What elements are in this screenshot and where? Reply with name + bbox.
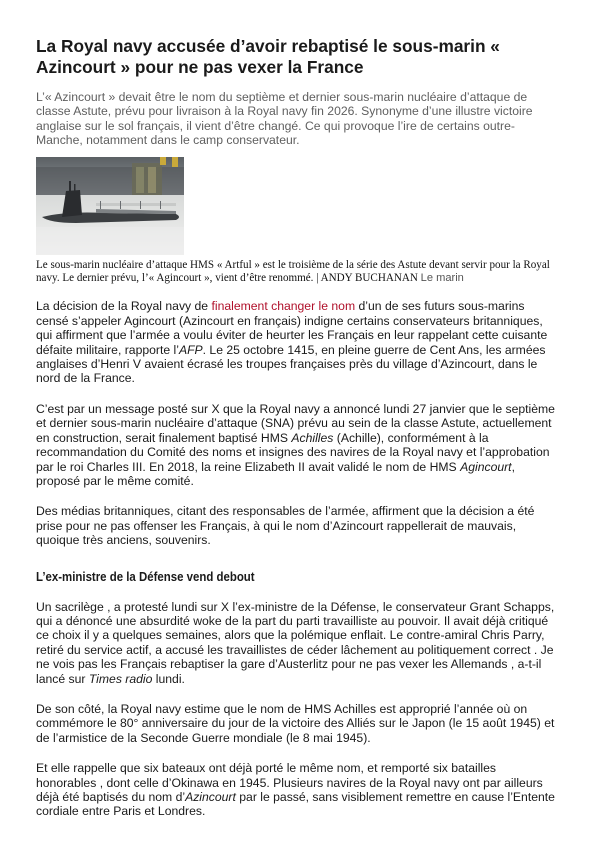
article-lede: L’« Azincourt » devait être le nom du septième et dernier sous-marin nucléaire d’attaque de classe Astute, prévu pour livraison à la Royal navy fin 2026. Synonyme d’une illustre victoire anglaise sur le sol français, il vient d’être changé. Ce qui provoque l’ire de certains outre-Manche, notamment dans le camp conservateur.: [36, 90, 533, 148]
section-subheading: L’ex-ministre de la Défense vend debout: [36, 568, 255, 584]
p2-name-agincourt: Agincourt: [460, 459, 512, 474]
p6-text-start: Et elle rappelle que six bateaux ont déjà porté le même nom, et remporté six batailles honorables , dont celle d’Okinawa en 1945. Plusieurs navires de la Royal navy ont par ailleurs déjà été baptisés du nom d’: [36, 761, 543, 804]
article-title: La Royal navy accusée d’avoir rebaptisé le sous-marin « Azincourt » pour ne pas vexer la France: [36, 36, 500, 77]
p1-text-end: . Le 25 octobre 1415, en pleine guerre de Cent Ans, les armées anglaises d’Henri V avaient écrasé les troupes françaises près du village d’Azincourt, dans le nord de la France.: [36, 342, 546, 386]
p4-text-start: Un sacrilège , a protesté lundi sur X l’ex-ministre de la Défense, le conservateur Grant Schapps, qui a dénoncé une absurdité woke de la part du parti travailliste au pouvoir. Il avait déjà critiqué ce choix il y a quelques semaines, alors que la polémique enflait. Le contre-amiral Chris Parry, retiré du service actif, a accusé les travaillistes de céder lâchement au politiquement correct . Je ne vois pas les Français rebaptiser la gare d’Austerlitz pour ne pas vexer les Allemands , a-t-il lancé sur: [36, 599, 555, 686]
p6-name-azincourt: Azincourt: [185, 790, 236, 804]
paragraph-5: De son côté, la Royal navy estime que le nom de HMS Achilles est approprié l’année où on commémore le 80° anniversaire du jour de la victoire des Alliés sur le Japon (le 15 août 1945) et de l’armistice de la Seconde Guerre mondiale (le 8 mai 1945).: [36, 701, 555, 745]
caption-source: Le marin: [420, 272, 464, 285]
p6-text-end: par le passé, sans visiblement remettre en cause l’Entente cordiale entre Paris et Londres.: [36, 790, 555, 819]
p1-text-start: La décision de la Royal navy de: [36, 299, 212, 314]
rename-article-link[interactable]: finalement changer le nom: [211, 299, 356, 314]
p2-text-middle: (Achille), conformément à la recommandation du Comité des noms et insignes des navires de la Royal navy et l’approbation par le roi Charles III. En 2018, la reine Elizabeth II avait validé le nom de HMS: [36, 430, 550, 474]
paragraph-3: Des médias britanniques, citant des responsables de l’armée, affirment que la décision a été prise pour ne pas offenser les Français, à qui le nom d’Azincourt rappellerait de mauvais, quoique très anciens, souvenirs.: [36, 504, 535, 548]
p4-times-radio: Times radio: [88, 671, 153, 686]
p1-text-middle: d’un de ses futurs sous-marins censé s’appeler Agincourt (Azincourt en français) indigne certains conservateurs britanniques, qui affirment que l’armée a voulu éviter de heurter les Français en leur rappelant cette cuisante défaite militaire, rapporte l’: [36, 299, 548, 357]
paragraph-6: [36, 761, 559, 819]
p2-name-achilles: Achilles: [291, 430, 334, 445]
paragraph-1: [36, 299, 559, 385]
paragraph-2: [36, 402, 559, 488]
article: [36, 36, 559, 819]
p4-text-end: lundi.: [152, 671, 185, 686]
submarine-photo: [36, 157, 184, 255]
caption-text: Le sous-marin nucléaire d’attaque HMS « Artful » est le troisième de la série des Astute devant servir pour la Royal navy. Le dernier prévu, l’« Agincourt », vient d’être renommé. | ANDY BUCHANAN: [36, 258, 550, 285]
p1-source-afp: AFP: [178, 342, 203, 357]
photo-caption: [36, 259, 559, 286]
p2-text-end: , proposé par le même comité.: [36, 459, 515, 488]
paragraph-4: [36, 600, 559, 686]
p2-text-start: C’est par un message posté sur X que la Royal navy a annoncé lundi 27 janvier que le septième et dernier sous-marin nucléaire d’attaque (SNA) prévu au sein de la classe Astute, actuellement en construction, serait finalement baptisé HMS: [36, 401, 555, 445]
